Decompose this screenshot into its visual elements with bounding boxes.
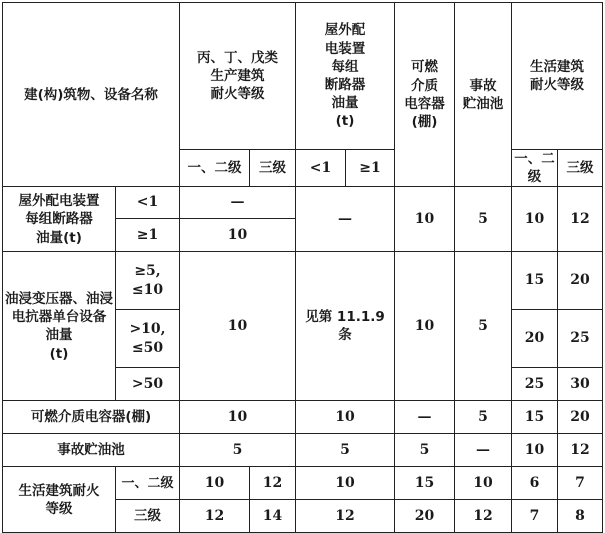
cell: —: [455, 434, 512, 467]
cell: 14: [250, 500, 296, 533]
cell: 10: [512, 187, 558, 252]
header-grade-1-2: 一、二级: [180, 150, 250, 187]
cell: 12: [180, 500, 250, 533]
cell: 6: [512, 467, 558, 500]
cell: 10: [296, 401, 395, 434]
cell: 12: [455, 500, 512, 533]
cell: 见第 11.1.9 条: [296, 252, 395, 401]
cell: 15: [512, 252, 558, 310]
cell: 10: [512, 434, 558, 467]
cell: 10: [395, 252, 455, 401]
cell: 7: [512, 500, 558, 533]
cell: 12: [558, 434, 603, 467]
cell: 10: [180, 467, 250, 500]
cell: 15: [395, 467, 455, 500]
cell: 10: [455, 467, 512, 500]
header-oil-ge1: ≥1: [346, 150, 395, 187]
cell: 25: [558, 310, 603, 368]
cell: 5: [395, 434, 455, 467]
header-residential: 生活建筑 耐火等级: [512, 3, 603, 150]
header-capacitor: 可燃 介质 电容器 (棚): [395, 3, 455, 187]
row-label-switchgear: 屋外配电装置 每组断路器 油量(t): [3, 187, 116, 252]
header-res-grade-3: 三级: [558, 150, 603, 187]
header-grade-3: 三级: [250, 150, 296, 187]
header-oil-lt1: <1: [296, 150, 346, 187]
header-oil-pool: 事故 贮油池: [455, 3, 512, 187]
cell: 7: [558, 467, 603, 500]
table-row: [3, 252, 603, 310]
cell: 12: [296, 500, 395, 533]
header-res-grade-1-2: 一、二级: [512, 150, 558, 187]
sub-label: 一、二级: [116, 467, 180, 500]
cell: 12: [558, 187, 603, 252]
cell: 5: [455, 401, 512, 434]
cell: 5: [180, 434, 296, 467]
sub-label: >10, ≤50: [116, 310, 180, 368]
cell: 5: [455, 252, 512, 401]
table-row: [3, 401, 603, 434]
row-label-transformer: 油浸变压器、油浸 电抗器单台设备 油量 (t): [3, 252, 116, 401]
cell: 15: [512, 401, 558, 434]
header-row-1: [3, 3, 603, 150]
table-row: [3, 434, 603, 467]
header-switchgear-oil: 屋外配 电装置 每组 断路器 油量 (t): [296, 3, 395, 150]
cell: 5: [455, 187, 512, 252]
cell: 20: [558, 252, 603, 310]
row-label-oil-pool: 事故贮油池: [3, 434, 180, 467]
cell: 10: [395, 187, 455, 252]
cell: 20: [395, 500, 455, 533]
cell: —: [395, 401, 455, 434]
cell: 8: [558, 500, 603, 533]
cell: 10: [180, 252, 296, 401]
cell: —: [180, 187, 296, 219]
cell: 10: [296, 467, 395, 500]
cell: 20: [512, 310, 558, 368]
table-row: [3, 467, 603, 500]
cell: —: [296, 187, 395, 252]
sub-label: ≥5, ≤10: [116, 252, 180, 310]
sub-label: 三级: [116, 500, 180, 533]
row-label-capacitor: 可燃介质电容器(棚): [3, 401, 180, 434]
cell: 20: [558, 401, 603, 434]
sub-label: <1: [116, 187, 180, 219]
sub-label: >50: [116, 368, 180, 401]
header-name-col: 建(构)筑物、设备名称: [3, 3, 180, 187]
cell: 5: [296, 434, 395, 467]
cell: 30: [558, 368, 603, 401]
fire-distance-table: [2, 2, 603, 533]
header-production-building: 丙、丁、戊类 生产建筑 耐火等级: [180, 3, 296, 150]
sub-label: ≥1: [116, 219, 180, 252]
cell: 10: [180, 401, 296, 434]
row-label-residential: 生活建筑耐火 等级: [3, 467, 116, 533]
cell: 25: [512, 368, 558, 401]
cell: 10: [180, 219, 296, 252]
cell: 12: [250, 467, 296, 500]
table-row: [3, 187, 603, 219]
